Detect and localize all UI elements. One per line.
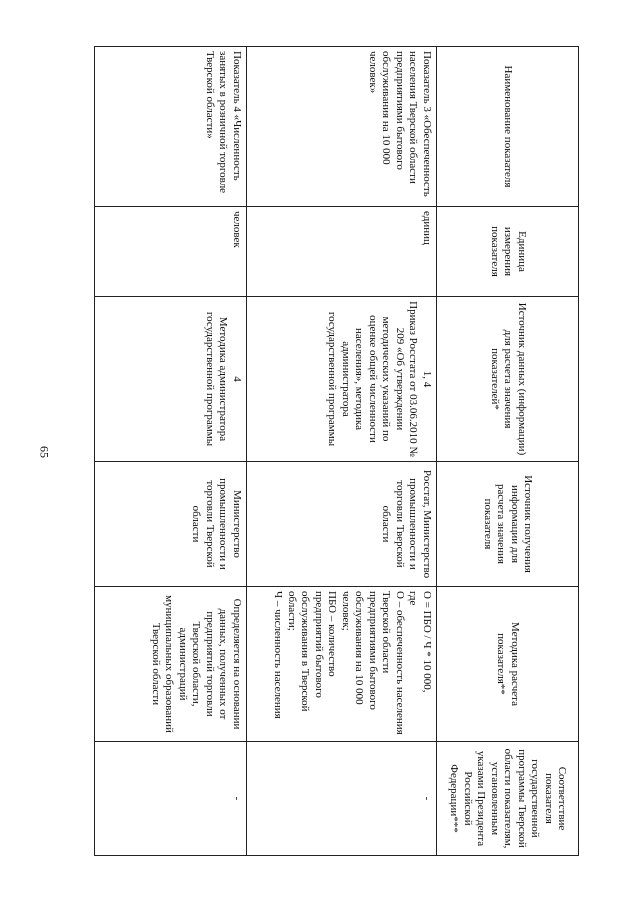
- header-cell-source-data: [437, 296, 579, 461]
- table-row: [94, 46, 247, 856]
- cell-unit: единиц: [247, 206, 437, 296]
- cell-source-info: Министерство промышленности и торговли Тверской области: [94, 461, 247, 586]
- header-cell-name: [437, 46, 579, 206]
- header-cell-source-info: [437, 461, 579, 586]
- header-compliance-label: Соответствие показателя государственной программы Тверской области показателям, установленным указами Президента Российской Федерации***: [448, 748, 569, 849]
- cell-method: О = ПБО / Ч * 10 000, где О – обеспеченность населения Тверской области предприятиями бытового обслуживания на 10 000 человек; ПБО – количество предприятий бытового обслуживания в Тверской области; Ч – численность населения: [247, 586, 437, 741]
- cell-method: Определяется на основании данных, полученных от предприятий торговли Тверской области, администраций муниципальных образований Тверской области: [94, 586, 247, 741]
- table-row: [247, 46, 437, 856]
- cell-compliance: -: [94, 741, 247, 856]
- header-unit-label: Единица измерения показателя: [488, 226, 528, 277]
- header-cell-method: [437, 586, 579, 741]
- header-name-label: Наименование показателя: [502, 65, 515, 188]
- header-source-info-label: Источник получения информации для расчета значения показателя: [482, 475, 535, 573]
- header-source-data-label: Источник данных (информации) для расчета значения показателей*: [488, 302, 528, 456]
- table-header-row: [437, 46, 579, 856]
- header-method-label: Методика расчета показателя**: [495, 622, 521, 706]
- cell-unit: человек: [94, 206, 247, 296]
- header-cell-compliance: [437, 741, 579, 856]
- cell-source-info: Росстат, Министерство промышленности и торговли Тверской области: [247, 461, 437, 586]
- header-cell-unit: [437, 206, 579, 296]
- cell-source-data: 1, 4 Приказ Росстата от 03.06.2010 № 209 «Об утверждении методических указаний по оценке общей численности населения», методика администратора государственной программы: [247, 296, 437, 461]
- page-number: 65: [37, 446, 52, 458]
- indicators-table: [94, 46, 579, 856]
- cell-compliance: -: [247, 741, 437, 856]
- cell-indicator-name: Показатель 4 «Численность занятых в розничной торговле Тверской области»: [94, 46, 247, 206]
- cell-indicator-name: Показатель 3 «Обеспеченность населения Тверской области предприятиями бытового обслуживания на 10 000 человек»: [247, 46, 437, 206]
- cell-source-data: 4 Методика администратора государственной программы: [94, 296, 247, 461]
